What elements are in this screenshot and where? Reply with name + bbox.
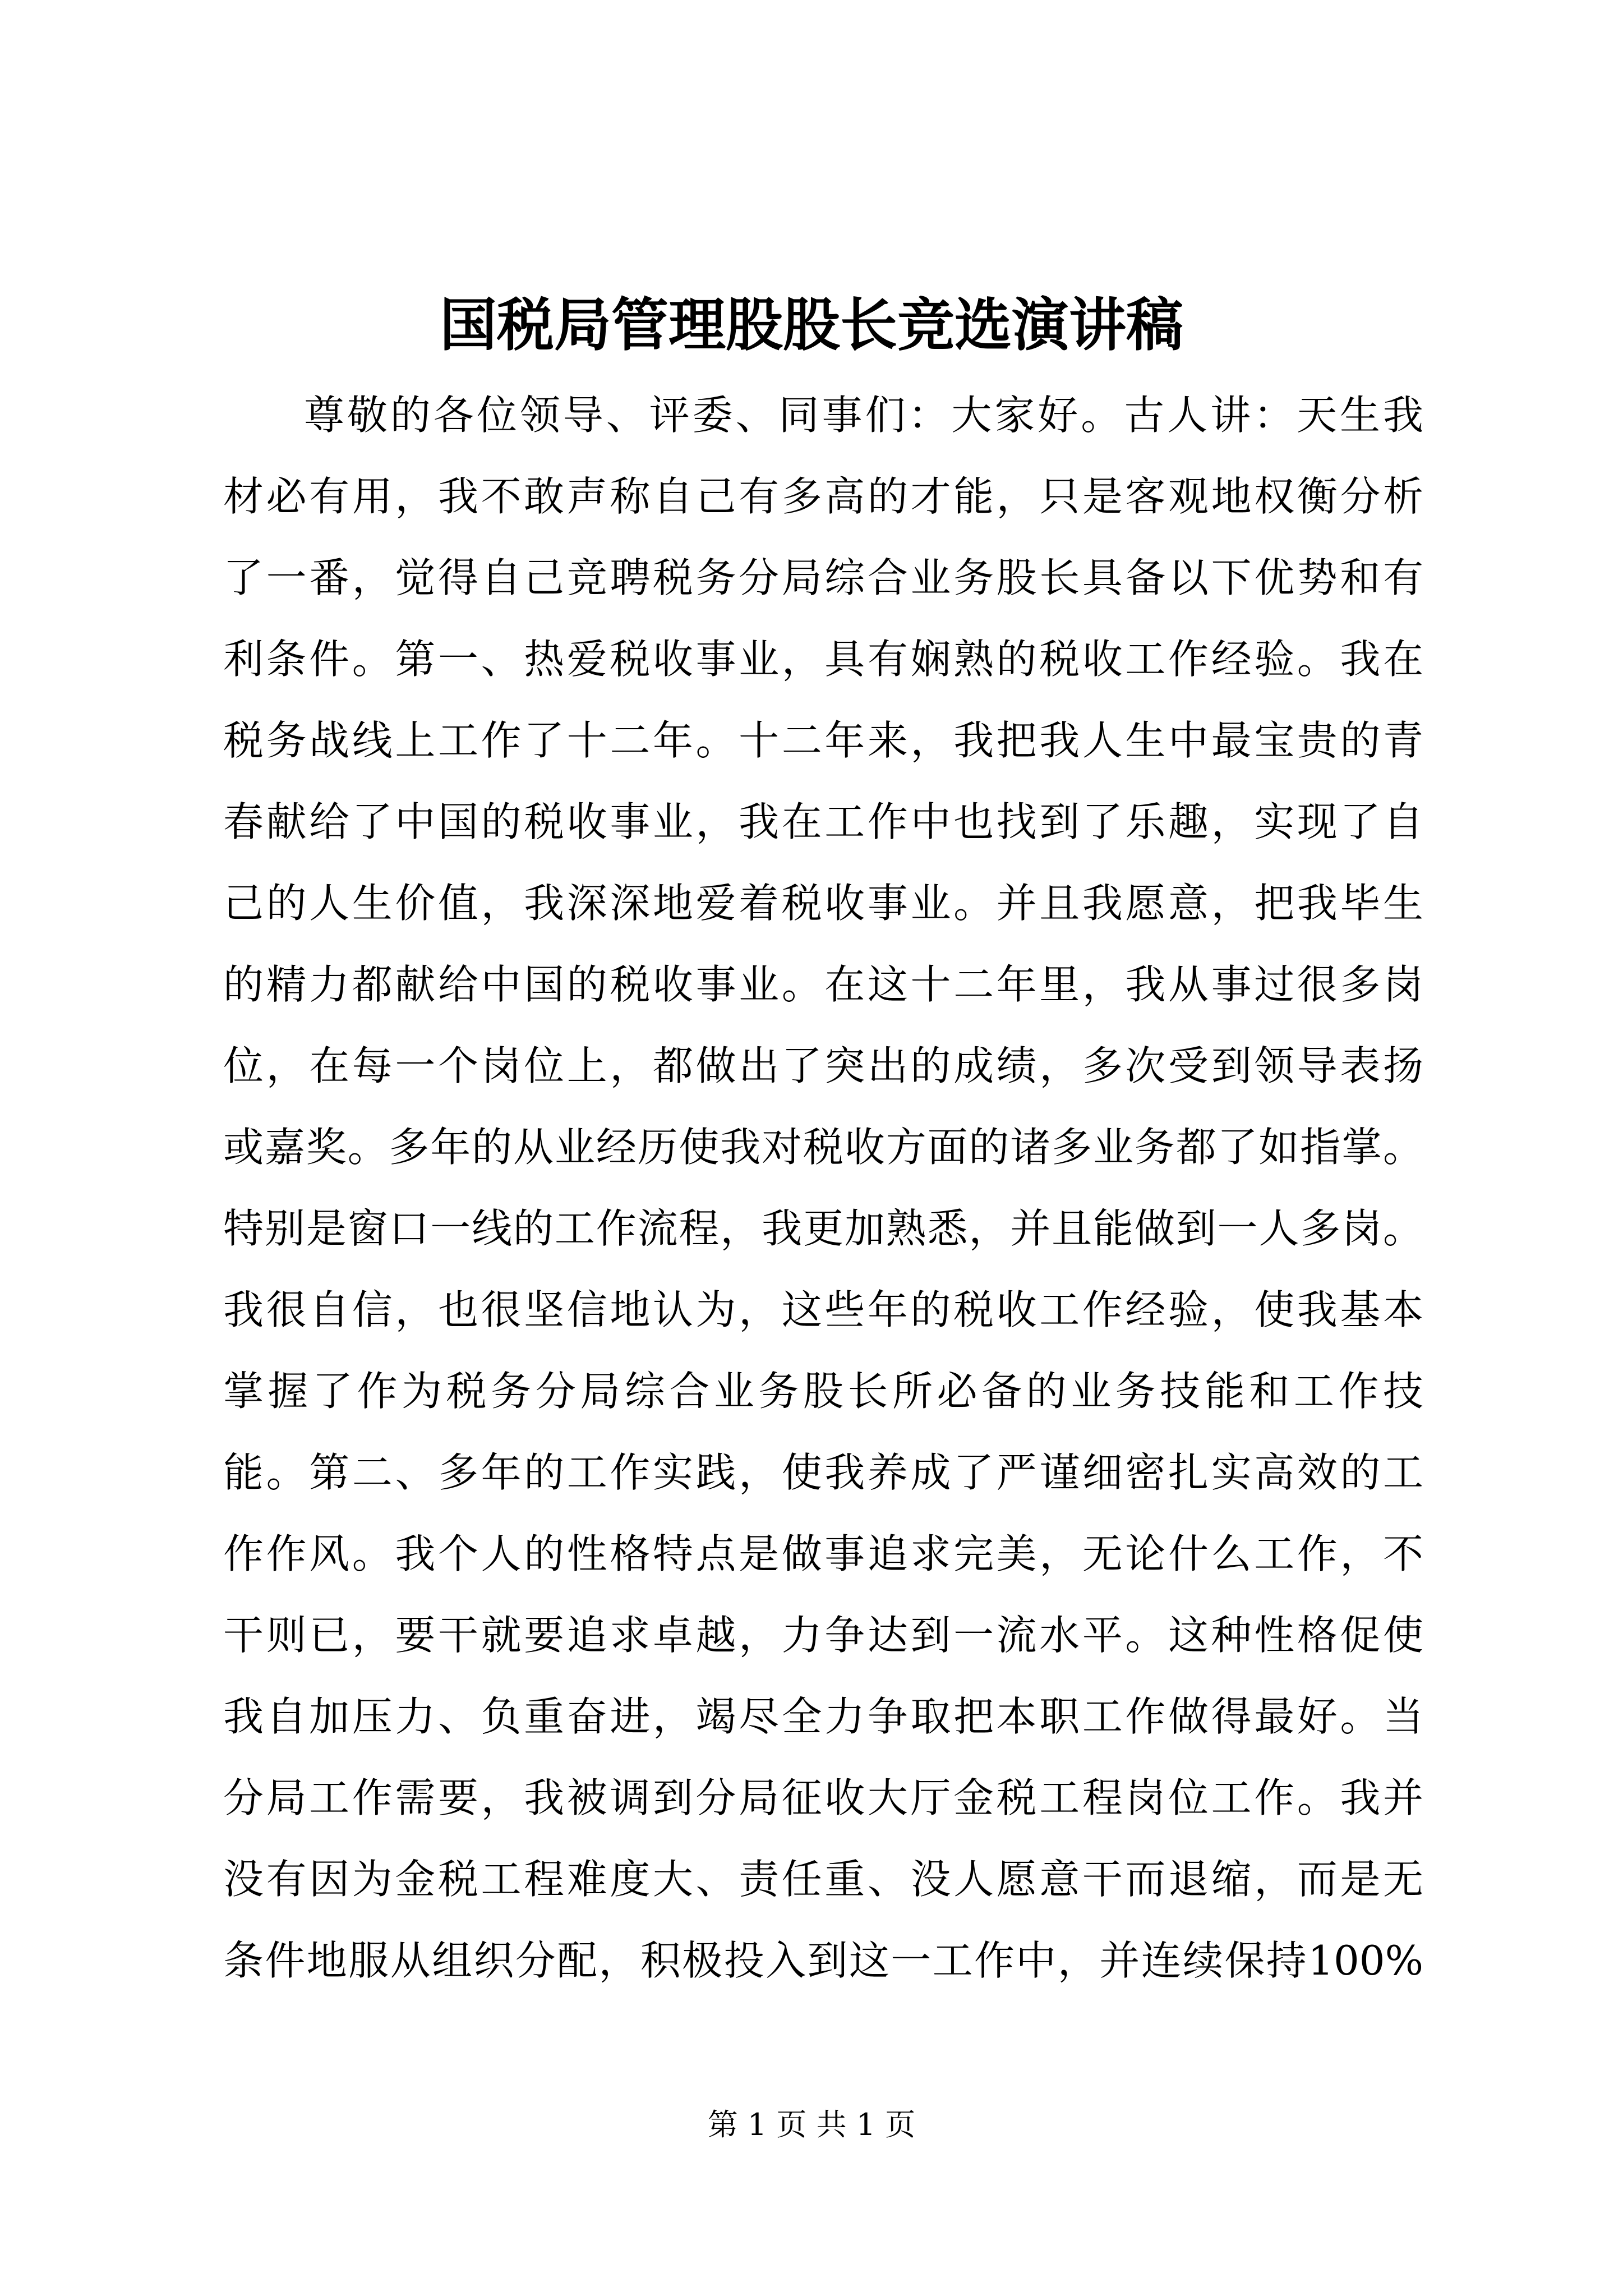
body-line: 春献给了中国的税收事业，我在工作中也找到了乐趣，实现了自 (223, 798, 1423, 845)
body-line: 作作风。我个人的性格特点是做事追求完美，无论什么工作，不 (223, 1530, 1423, 1577)
body-line: 我自加压力、负重奋进，竭尽全力争取把本职工作做得最好。当 (223, 1693, 1423, 1740)
body-line: 的精力都献给中国的税收事业。在这十二年里，我从事过很多岗 (223, 961, 1423, 1008)
body-line: 己的人生价值，我深深地爱着税收事业。并且我愿意，把我毕生 (223, 880, 1423, 927)
body-line: 材必有用，我不敢声称自己有多高的才能，只是客观地权衡分析 (223, 473, 1423, 520)
document-body (223, 375, 1423, 2001)
body-line: 位，在每一个岗位上，都做出了突出的成绩，多次受到领导表扬 (223, 1042, 1423, 1089)
page-title: 国税局管理股股长竞选演讲稿 (440, 292, 1183, 359)
body-line: 我很自信，也很坚信地认为，这些年的税收工作经验，使我基本 (223, 1286, 1423, 1333)
body-line: 税务战线上工作了十二年。十二年来，我把我人生中最宝贵的青 (223, 717, 1423, 764)
body-line: 干则已，要干就要追求卓越，力争达到一流水平。这种性格促使 (223, 1612, 1423, 1659)
body-line: 尊敬的各位领导、评委、同事们：大家好。古人讲：天生我 (304, 392, 1423, 439)
body-line: 掌握了作为税务分局综合业务股长所必备的业务技能和工作技 (223, 1368, 1423, 1415)
body-line: 利条件。第一、热爱税收事业，具有娴熟的税收工作经验。我在 (223, 636, 1423, 683)
body-line: 条件地服从组织分配，积极投入到这一工作中，并连续保持100% (223, 1937, 1423, 1984)
body-line: 特别是窗口一线的工作流程，我更加熟悉，并且能做到一人多岗。 (223, 1205, 1423, 1252)
body-line: 或嘉奖。多年的从业经历使我对税收方面的诸多业务都了如指掌。 (223, 1124, 1423, 1171)
body-line: 了一番，觉得自己竞聘税务分局综合业务股长具备以下优势和有 (223, 554, 1423, 601)
body-line: 没有因为金税工程难度大、责任重、没人愿意干而退缩，而是无 (223, 1856, 1423, 1903)
body-line: 分局工作需要，我被调到分局征收大厅金税工程岗位工作。我并 (223, 1774, 1423, 1821)
body-line: 能。第二、多年的工作实践，使我养成了严谨细密扎实高效的工 (223, 1449, 1423, 1496)
page-footer: 第 1 页 共 1 页 (707, 2107, 916, 2142)
